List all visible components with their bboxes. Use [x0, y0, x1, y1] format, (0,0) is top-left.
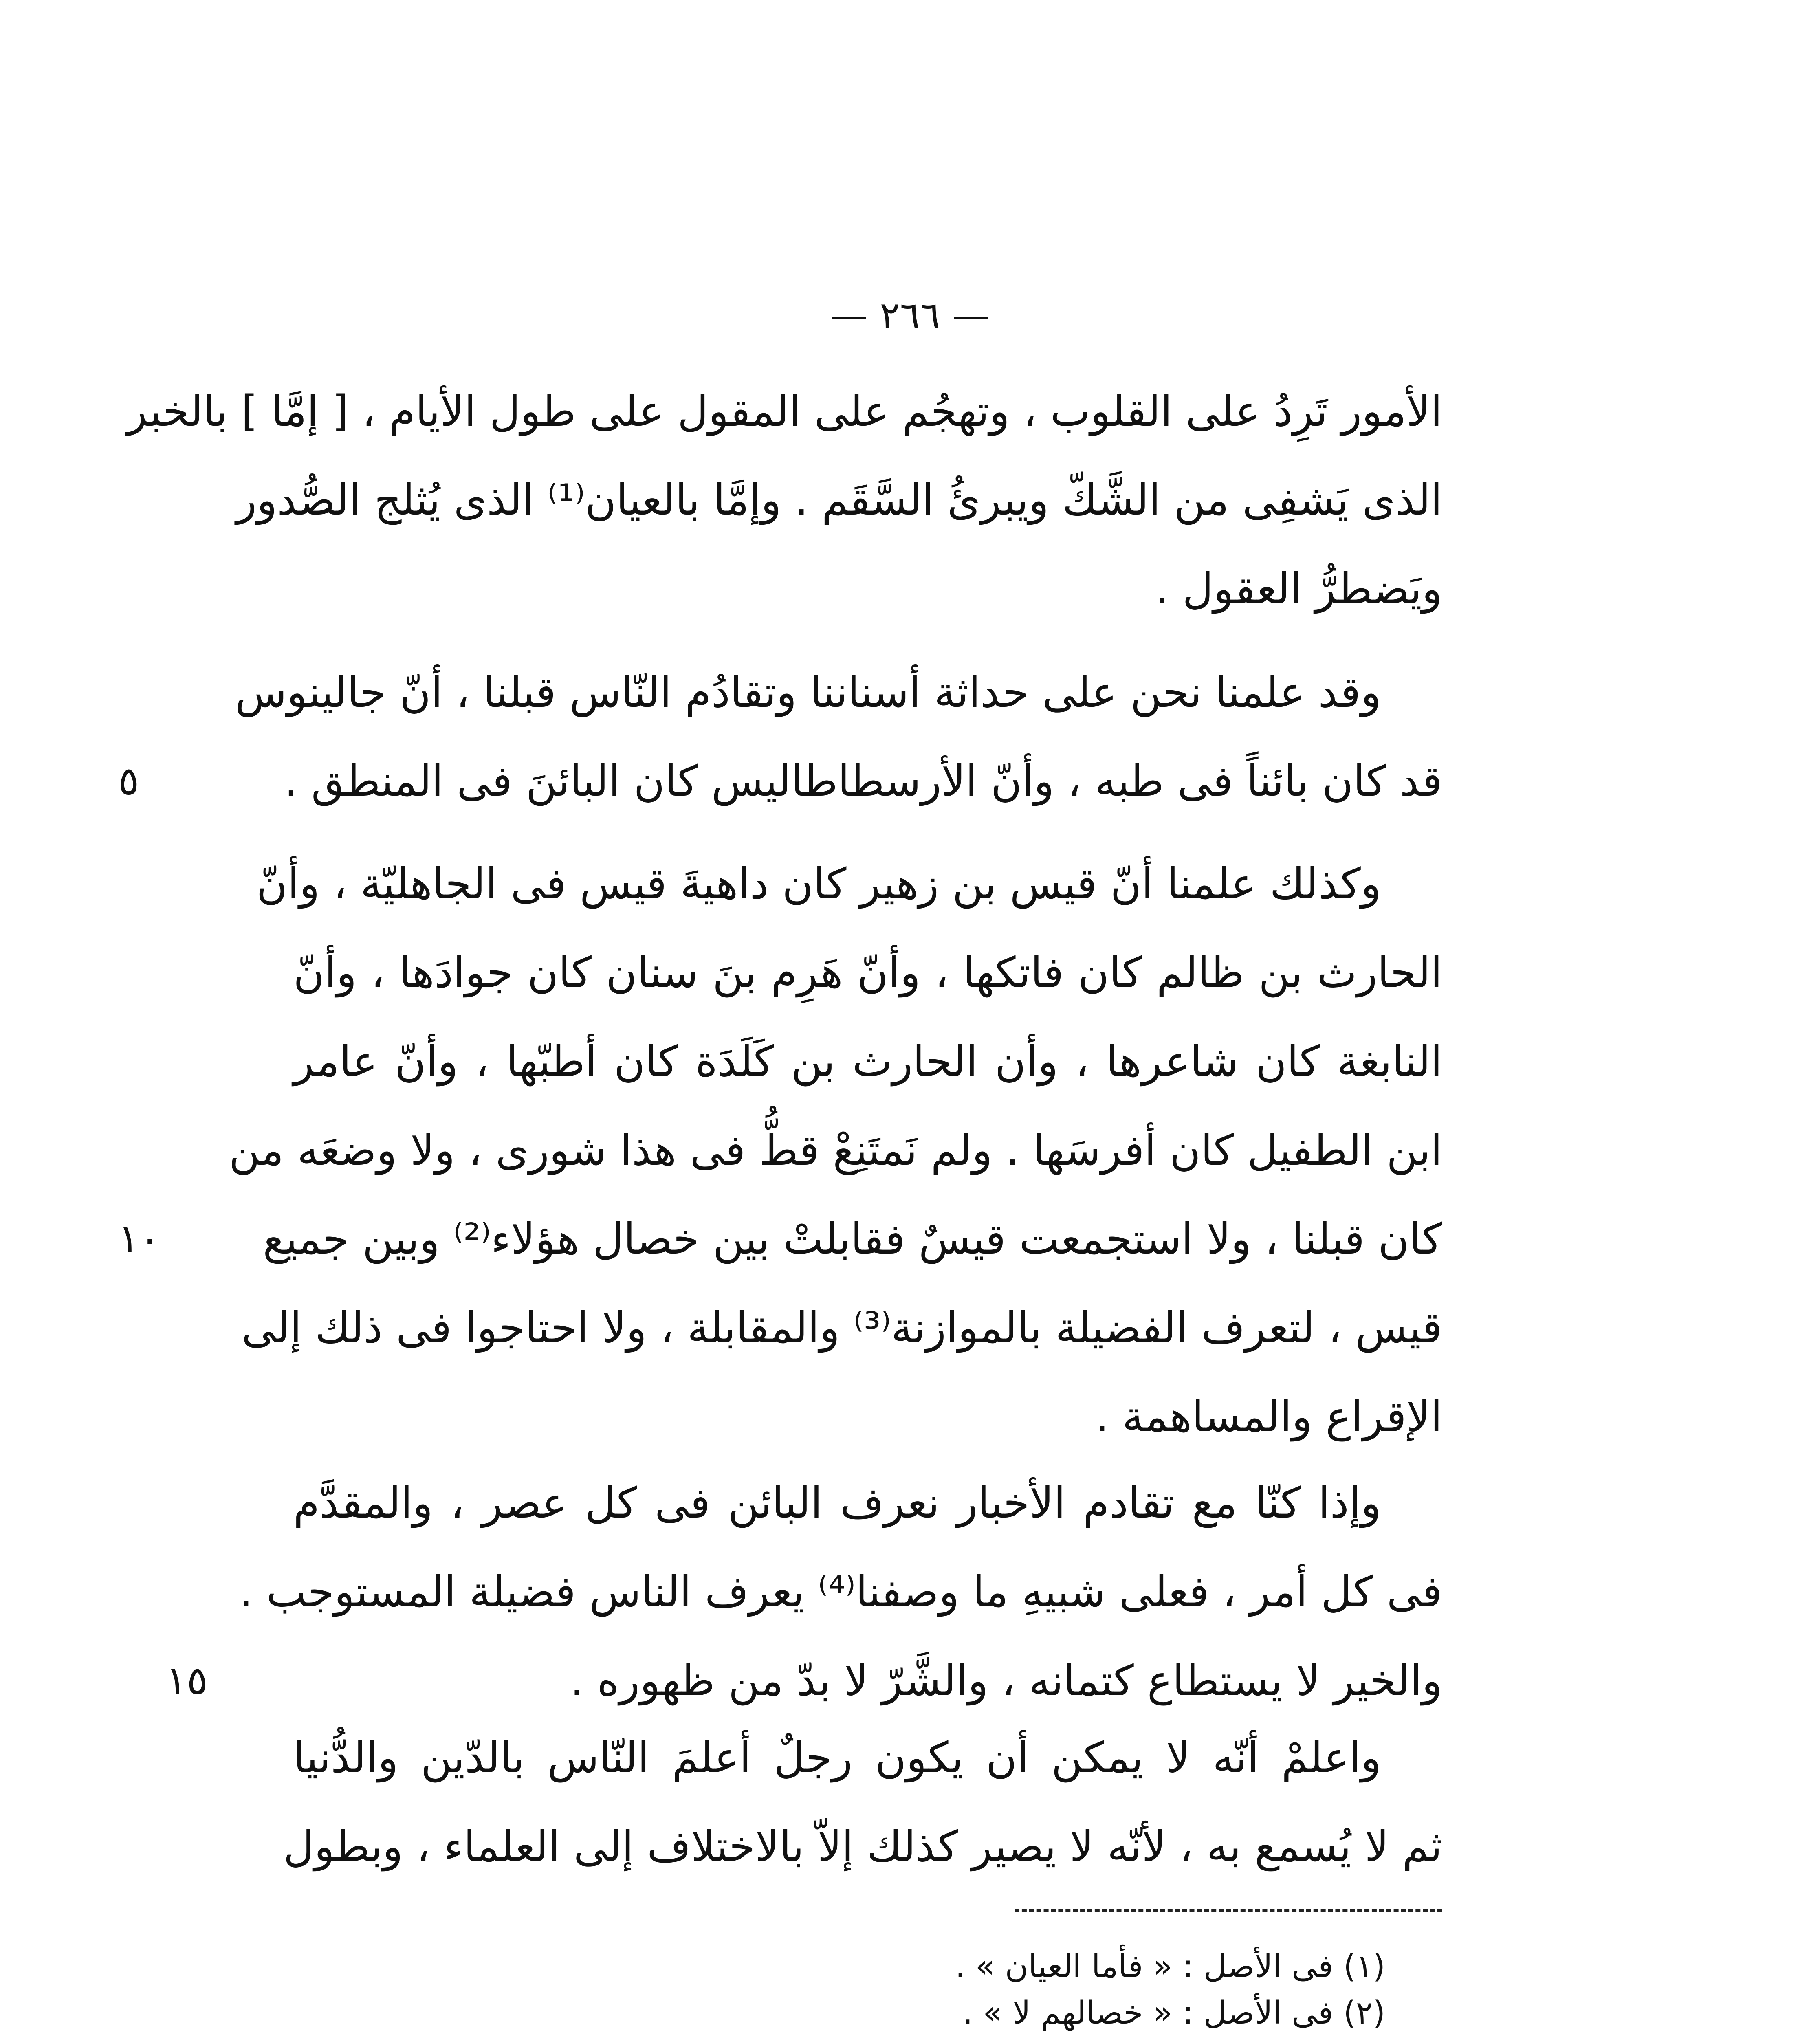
footnotes	[448, 1943, 1385, 2037]
paragraph-2	[118, 648, 1442, 825]
footnote-separator	[1015, 1909, 1442, 1912]
text-line: وإذا كنّا مع تقادم الأخبار نعرف البائن فى كل عصر ، والمقدَّم	[293, 1478, 1381, 1528]
text-line: وكذلك علمنا أنّ قيس بن زهير كان داهيةَ قيس فى الجاهليّة ، وأنّ	[256, 859, 1381, 909]
text-line: واعلمْ أنّه لا يمكن أن يكون رجلٌ أعلمَ النّاس بالدّين والدُّنيا	[293, 1733, 1381, 1782]
text-line: ويَضطرُّ العقول .	[1155, 564, 1442, 614]
text-line: قد كان بائناً فى طبه ، وأنّ الأرسطاطاليس كان البائنَ فى المنطق . ٥	[293, 737, 1442, 825]
text-line: النابغة كان شاعرها ، وأن الحارث بن كَلَدَة كان أطبّها ، وأنّ عامر	[293, 1036, 1442, 1086]
text-line: ثم لا يُسمع به ، لأنّه لا يصير كذلك إلاّ بالاختلاف إلى العلماء ، وبطول	[283, 1821, 1442, 1871]
footnote: (٢) فى الأصل : « خصالهم لا » .	[962, 1995, 1385, 2031]
paragraph-3	[118, 839, 1442, 1461]
line-number: ١٥	[165, 1658, 208, 1703]
text-line: الأمور تَرِدُ على القلوب ، وتهجُم على المقول على طول الأيام ، [ إمَّا ] بالخبر	[126, 386, 1442, 436]
text-line: الذى يَشفِى من الشَّكّ ويبرئُ السَّقَم . وإمَّا بالعيان⁽¹⁾ الذى يُثلج الصُّدور	[236, 475, 1442, 525]
line-number: ٥	[118, 758, 139, 804]
page-number: — ٢٦٦ —	[830, 294, 990, 337]
line-number: ١٠	[118, 1216, 161, 1262]
text-line: وقد علمنا نحن على حداثة أسناننا وتقادُم النّاس قبلنا ، أنّ جالينوس	[235, 667, 1381, 717]
paragraph-1	[126, 367, 1442, 633]
footnote: (١) فى الأصل : « فأما العيان » .	[955, 1948, 1385, 1985]
text-line: والخير لا يستطاع كتمانه ، والشَّرّ لا بدّ من ظهوره . ١٥	[293, 1636, 1442, 1725]
text-line: ابن الطفيل كان أفرسَها . ولم نَمتَنِعْ قطُّ فى هذا شورى ، ولا وضعَه من	[229, 1125, 1442, 1175]
paragraph-4	[165, 1458, 1442, 1725]
text-line: فى كل أمر ، فعلى شبيهِ ما وصفنا⁽⁴⁾ يعرف الناس فضيلة المستوجب .	[239, 1567, 1442, 1617]
paragraph-5	[283, 1713, 1442, 1891]
text-line: الإقراع والمساهمة .	[1095, 1392, 1442, 1441]
text-line: الحارث بن ظالم كان فاتكها ، وأنّ هَرِم بنَ سنان كان جوادَها ، وأنّ	[293, 948, 1442, 997]
text-line: كان قبلنا ، ولا استجمعت قيسٌ فقابلتْ بين خصال هؤلاء⁽²⁾ وبين جميع ١٠	[293, 1194, 1442, 1283]
text-line: قيس ، لتعرف الفضيلة بالموازنة⁽³⁾ والمقابلة ، ولا احتاجوا فى ذلك إلى	[242, 1303, 1442, 1353]
